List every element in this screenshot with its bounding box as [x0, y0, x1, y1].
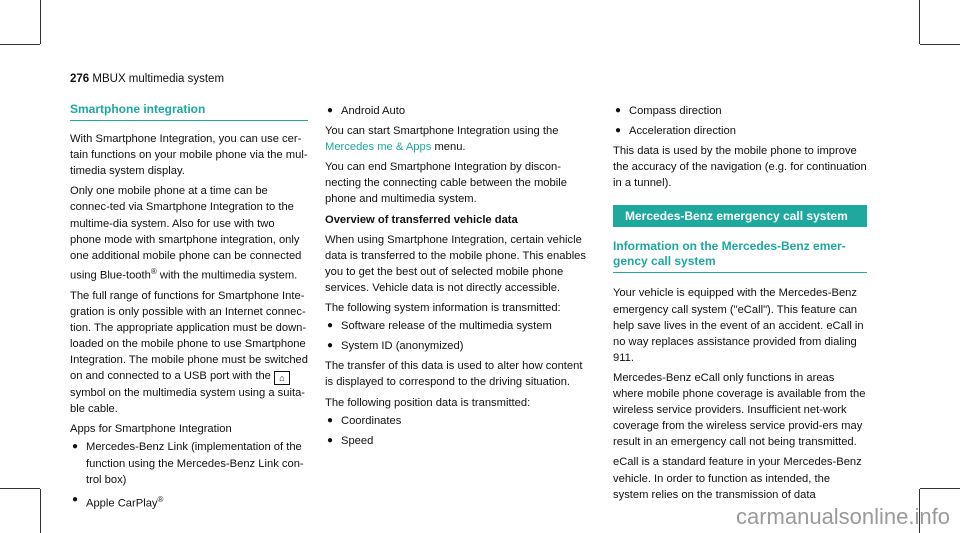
paragraph: Mercedes-Benz eCall only functions in areas where mobile phone coverage is available from the wireless service providers. Insufficient net-work coverage from the wireless service provid-ers may result in an emergency call not being transmitted. — [613, 371, 866, 449]
paragraph: When using Smartphone Integration, certain vehicle data is transferred to the mobile phone. This enables you to get the best out of selected mobile phone services. Vehicle data is not directly accessible. — [325, 233, 586, 294]
paragraph: eCall is a standard feature in your Mercedes-Benz vehicle. In order to function as intended, the system relies on the transmission of data — [613, 456, 862, 501]
section-banner-ecall: Mercedes-Benz emergency call system — [613, 205, 867, 227]
paragraph: Only one mobile phone at a time can be connec-ted via Smartphone Integration to the multime-dia system. Also for use with two phone mode with smartphone integration, only one additional mobile phone can be connected using Blue-tooth® with the multimedia system. — [70, 185, 302, 282]
paragraph: Apps for Smartphone Integration — [70, 423, 232, 436]
column-left — [70, 101, 308, 516]
page-number: 276 — [70, 73, 90, 85]
paragraph: You can end Smartphone Integration by discon-necting the connecting cable between the mobile phone and multimedia system. — [325, 161, 567, 206]
paragraph: Your vehicle is equipped with the Mercedes-Benz emergency call system ("eCall"). This feature can help save lives in the event of an accident. eCall in no way replaces assistance provided from dialing 911. — [613, 287, 864, 364]
paragraph: The transfer of this data is used to alter how content is displayed to correspond to the driving situation. — [325, 360, 583, 389]
page-title: MBUX multimedia system — [92, 73, 225, 85]
list-item: ● Speed — [327, 434, 374, 447]
column-right — [613, 101, 867, 507]
list-item: ● Mercedes-Benz Link (implementation of the function using the Mercedes-Benz Link con-trol box) — [72, 441, 304, 486]
mercedes-me-apps-link[interactable]: Mercedes me & Apps — [325, 141, 432, 154]
column-middle — [325, 101, 587, 453]
crop-mark — [0, 488, 40, 489]
paragraph: This data is used by the mobile phone to improve the accuracy of the navigation (e.g. for continuation in a tunnel). — [613, 145, 867, 190]
subsection-title-ecall: Information on the Mercedes-Benz emer-gency call system — [613, 239, 867, 273]
paragraph: The following system information is transmitted: — [325, 302, 561, 315]
list-item: ● Coordinates — [327, 414, 402, 427]
list-item: ● Software release of the multimedia system — [327, 320, 552, 333]
crop-mark — [40, 489, 41, 533]
crop-mark — [920, 44, 960, 45]
list-item: ● Android Auto — [327, 105, 406, 117]
watermark: carmanualsonline.info — [735, 504, 950, 529]
paragraph: You can start Smartphone Integration using the Mercedes me & Apps menu. — [325, 125, 559, 154]
list-item: ● System ID (anonymized) — [327, 340, 464, 353]
list-item: ● Apple CarPlay® — [72, 493, 164, 510]
usb-port-icon: ⌂ — [274, 371, 290, 385]
paragraph: The full range of functions for Smartphone Inte-gration is only possible with an Internet connec-tion. The appropriate application must be down-loaded on the mobile phone to use Smartphone Integration. The mobile phone must be switched on and connected to a USB port with the ⌂ symbol on the multimedia system using a suita-ble cable. — [70, 289, 308, 416]
crop-mark — [920, 488, 960, 489]
paragraph: The following position data is transmitted: — [325, 396, 531, 409]
section-title-smartphone: Smartphone integration — [70, 101, 308, 121]
crop-mark — [40, 0, 41, 44]
crop-mark — [0, 44, 40, 45]
page-header — [70, 73, 224, 85]
subheading-overview: Overview of transferred vehicle data — [325, 213, 518, 226]
list-item: ● Acceleration direction — [615, 125, 736, 138]
list-item: ● Compass direction — [615, 105, 722, 117]
paragraph: With Smartphone Integration, you can use cer-tain functions on your mobile phone via the mul-timedia system display. — [70, 133, 308, 178]
crop-mark — [919, 0, 920, 44]
